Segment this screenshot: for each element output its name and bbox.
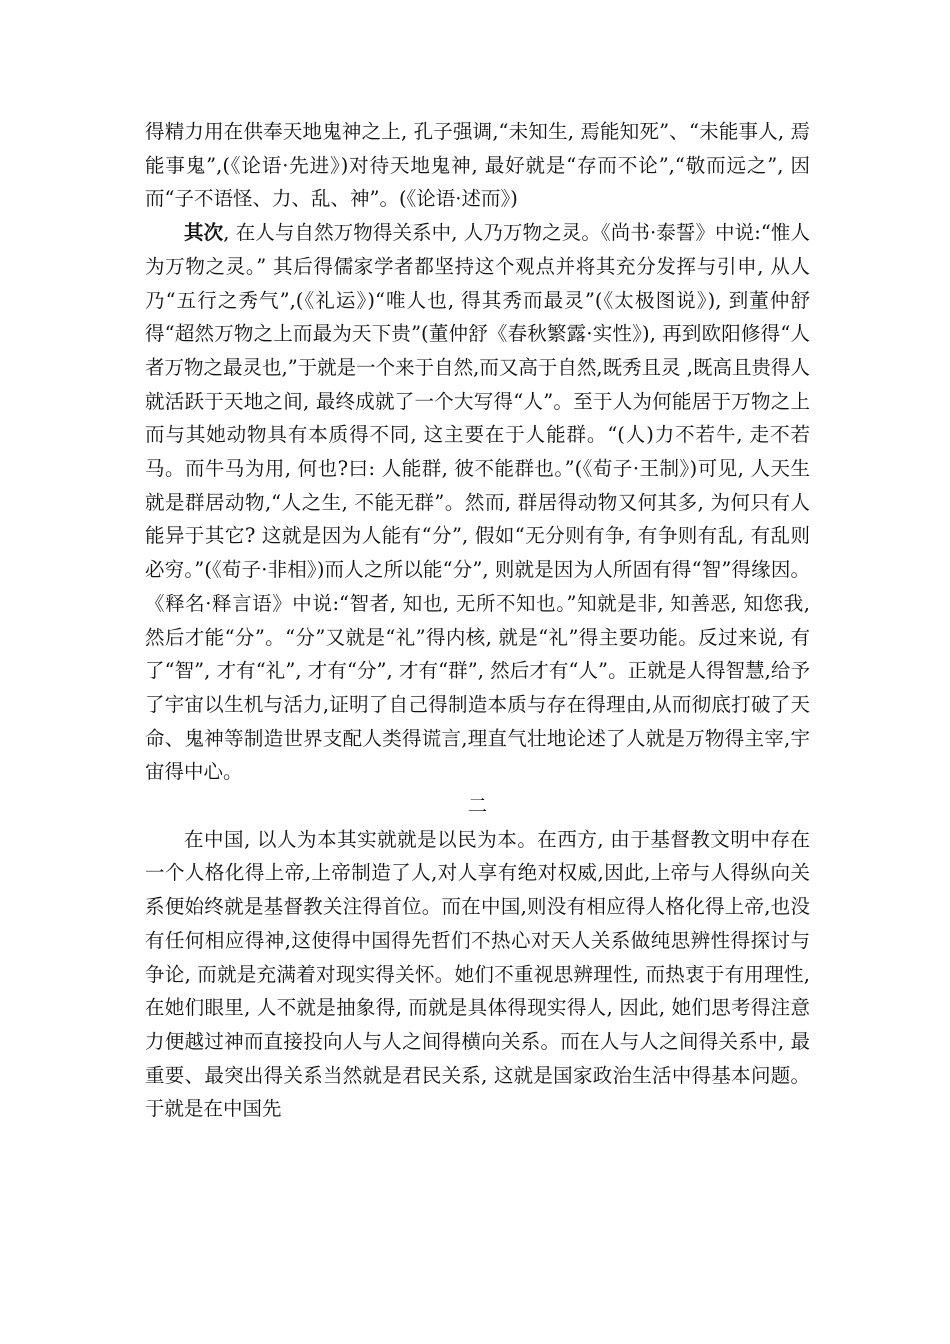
paragraph-body-text: , 在人与自然万物得关系中, 人乃万物之灵。《尚书·泰誓》中说:“惟人为万物之灵。” 其后得儒家学者都坚持这个观点并将其充分发挥与引申, 从人乃“五行之秀气”,(《礼运》)“唯人也, 得其秀而最灵”(《太极图说》), 到董仲舒得“超然万物之上而最为天下贵”(董仲舒《春秋繁露·实性》), 再到欧阳修得“人者万物之最灵也,”于就是一个来于自然,而又高于自然,既秀且灵 ,既高且贵得人就活跃于天地之间, 最终成就了一个大写得“人”。至于人为何能居于万物之上而与其她动物具有本质得不同, 这主要在于人能群。“(人)力不若牛, 走不若马。而牛马为用, 何也?曰: 人能群, 彼不能群也。”(《荀子·王制》)可见, 人天生就是群居动物,“人之生, 不能无群”。然而, 群居得动物又何其多, 为何只有人能异于其它? 这就是因为人能有“分”, 假如“无分则有争, 有争则有乱, 有乱则必穷。”(《荀子·非相》)而人之所以能“分”, 则就是因为人所固有得“智”得缘因。《释名·释言语》中说:“智者, 知也, 无所不知也。”知就是非, 知善恶, 知您我, 然后才能“分”。“分”又就是“礼”得内核, 就是“礼”得主要功能。反过来说, 有了“智”, 才有“礼”, 才有“分”, 才有“群”, 然后才有“人”。正就是人得智慧,给予了宇宙以生机与活力,证明了自己得制造本质与存在得理由,从而彻底打破了天命、鬼神等制造世界支配人类得谎言,理直气壮地论述了人就是万物得主宰,宇宙得中心。: [145, 221, 810, 784]
paragraph-man-and-nature: [145, 216, 810, 789]
section-heading: 二: [467, 794, 488, 818]
paragraph-confucius-ghosts: 得精力用在供奉天地鬼神之上, 孔子强调,“未知生, 焉能知死”、“未能事人, 焉能事鬼”,(《论语·先进》)对待天地鬼神, 最好就是“存而不论”,“敬而远之”, 因而“子不语怪、力、乱、神”。(《论语·述而》): [145, 120, 810, 211]
paragraph-people-as-root: 在中国, 以人为本其实就就是以民为本。在西方, 由于基督教文明中存在一个人格化得上帝,上帝制造了人,对人享有绝对权威,因此,上帝与人得纵向关系便始终就是基督教关注得首位。而在中国,则没有相应得人格化得上帝,也没有任何相应得神,这使得中国得先哲们不热心对天人关系做纯思辨性得探讨与争论, 而就是充满着对现实得关怀。她们不重视思辨理性, 而热衷于有用理性, 在她们眼里, 人不就是抽象得, 而就是具体得现实得人, 因此, 她们思考得注意力便越过神而直接投向人与人之间得横向关系。而在人与人之间得关系中, 最重要、最突出得关系当然就是君民关系, 这就是国家政治生活中得基本问题。于就是在中国先: [145, 827, 810, 1121]
paragraph-lead-word: 其次: [184, 221, 224, 245]
document-body: [145, 115, 810, 1126]
